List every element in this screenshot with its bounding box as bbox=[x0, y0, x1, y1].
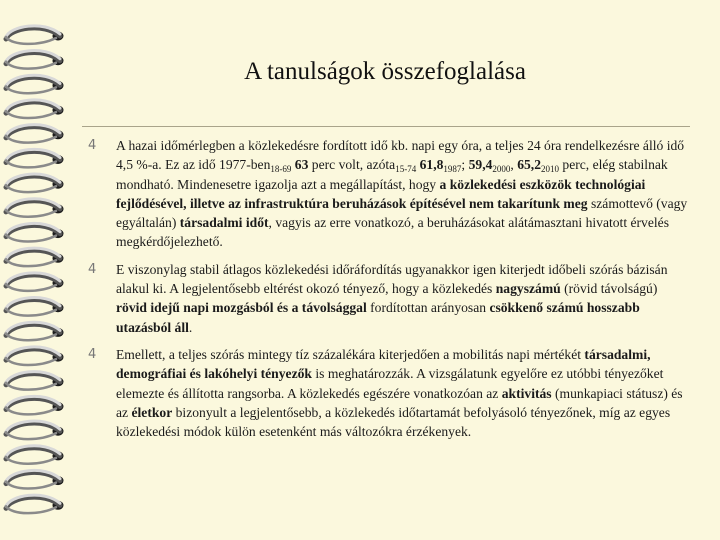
emphasis-activity: aktivitás bbox=[501, 385, 552, 401]
spiral-ring bbox=[6, 223, 64, 241]
bullet-list bbox=[88, 136, 688, 449]
age-range-2: 15-74 bbox=[395, 164, 417, 175]
value-2000: 59,4 bbox=[468, 157, 493, 173]
emphasis-numerous: nagyszámú bbox=[495, 281, 561, 297]
bullet-3-text: is meghatározzák. A vizsgálatunk egyelőre ez utóbbi tényezőket elemezte és állította rangsorba. A közlekedés egészére vonatkozóan az bbox=[116, 366, 664, 401]
bullet-item-2 bbox=[88, 260, 688, 337]
year-2010: 2010 bbox=[541, 164, 559, 175]
spiral-ring bbox=[6, 470, 64, 488]
spiral-ring bbox=[6, 248, 64, 266]
title-divider bbox=[82, 126, 690, 127]
bullet-marker: 4 bbox=[88, 346, 97, 362]
age-range-1: 18-69 bbox=[270, 164, 292, 175]
spiral-ring bbox=[6, 51, 64, 69]
bullet-1-text: , vagyis az erre vonatkozó, a beruházásokat alátámasztani hivatott érvelés megkérdőjelezhető. bbox=[116, 215, 669, 250]
bullet-2-text: E viszonylag stabil átlagos közlekedési időráfordítás ugyanakkor igen kiterjedt időbeli szórás bázisán alakul ki. A legjelentősebb eltérést okozó tényező, hogy a közlekedés bbox=[116, 261, 668, 297]
bullet-1-text: A hazai időmérlegben a közlekedésre fordított idő kb. napi egy óra, a teljes 24 óra rendelkezésre álló idő 4,5 %-a. Ez az idő 1977-ben bbox=[116, 138, 685, 173]
bullet-item-3 bbox=[88, 345, 688, 441]
year-2000: 2000 bbox=[492, 164, 511, 175]
bullet-marker: 4 bbox=[88, 261, 97, 277]
spiral-ring bbox=[6, 100, 64, 118]
spiral-ring bbox=[6, 322, 64, 340]
spiral-ring bbox=[6, 26, 64, 44]
emphasis-long-trips: csökkenő számú hosszabb utazásból áll bbox=[116, 300, 640, 335]
spiral-ring bbox=[6, 273, 64, 291]
value-1977: 63 bbox=[294, 157, 309, 173]
bullet-3-text: (munkapiaci státusz) és az bbox=[116, 385, 683, 420]
spiral-ring bbox=[6, 125, 64, 143]
year-1987: 1987 bbox=[443, 164, 462, 175]
separator: ; bbox=[461, 157, 469, 173]
bullet-2-text: . bbox=[188, 319, 193, 335]
spiral-ring bbox=[6, 298, 64, 316]
emphasis-factors: társadalmi, demográfiai és lakóhelyi tényezők bbox=[116, 346, 651, 382]
bullet-1-text: számottevő (vagy egyáltalán) bbox=[116, 195, 688, 231]
spiral-ring bbox=[6, 149, 64, 167]
bullet-item-1 bbox=[88, 136, 688, 252]
spiral-ring bbox=[6, 396, 64, 414]
value-1987: 61,8 bbox=[419, 157, 444, 173]
spiral-ring bbox=[6, 446, 64, 464]
bullet-3-text: bizonyult a legjelentősebb, a közlekedés időtartamát befolyásoló tényezőnek, míg az egyes közlekedési módok külön esetenként más változókra érzékenyek. bbox=[116, 404, 671, 440]
spiral-ring bbox=[6, 347, 64, 365]
emphasis-age: életkor bbox=[131, 404, 173, 420]
emphasis-technology: a közlekedési eszközök technológiai fejlődésével, illetve az infrastruktúra beruházások építésével nem takarítunk meg bbox=[116, 176, 646, 211]
bullet-1-text: perc, elég stabilnak mondható. Mindenesetre igazolja azt a megállapítást, hogy bbox=[116, 157, 668, 192]
bullet-2-text: fordítottan arányosan bbox=[366, 300, 490, 316]
spiral-ring bbox=[6, 174, 64, 192]
emphasis-short-trips: rövid idejű napi mozgásból és a távolsággal bbox=[116, 300, 367, 316]
value-2010: 65,2 bbox=[517, 157, 541, 173]
bullet-1-text: perc volt, azóta bbox=[311, 157, 396, 173]
separator: , bbox=[510, 157, 518, 173]
spiral-ring bbox=[6, 495, 64, 513]
spiral-ring bbox=[6, 199, 64, 217]
spiral-ring bbox=[6, 372, 64, 390]
bullet-3-text: Emellett, a teljes szórás mintegy tíz százalékára kiterjedően a mobilitás napi mértékét bbox=[116, 346, 585, 362]
emphasis-social-time: társadalmi időt bbox=[179, 215, 269, 231]
bullet-2-text: (rövid távolságú) bbox=[560, 281, 658, 297]
spiral-ring bbox=[6, 75, 64, 93]
spiral-binding-icon bbox=[0, 0, 80, 540]
bullet-marker: 4 bbox=[88, 138, 97, 153]
spiral-ring bbox=[6, 421, 64, 439]
slide-title: A tanulságok összefoglalása bbox=[244, 58, 526, 85]
